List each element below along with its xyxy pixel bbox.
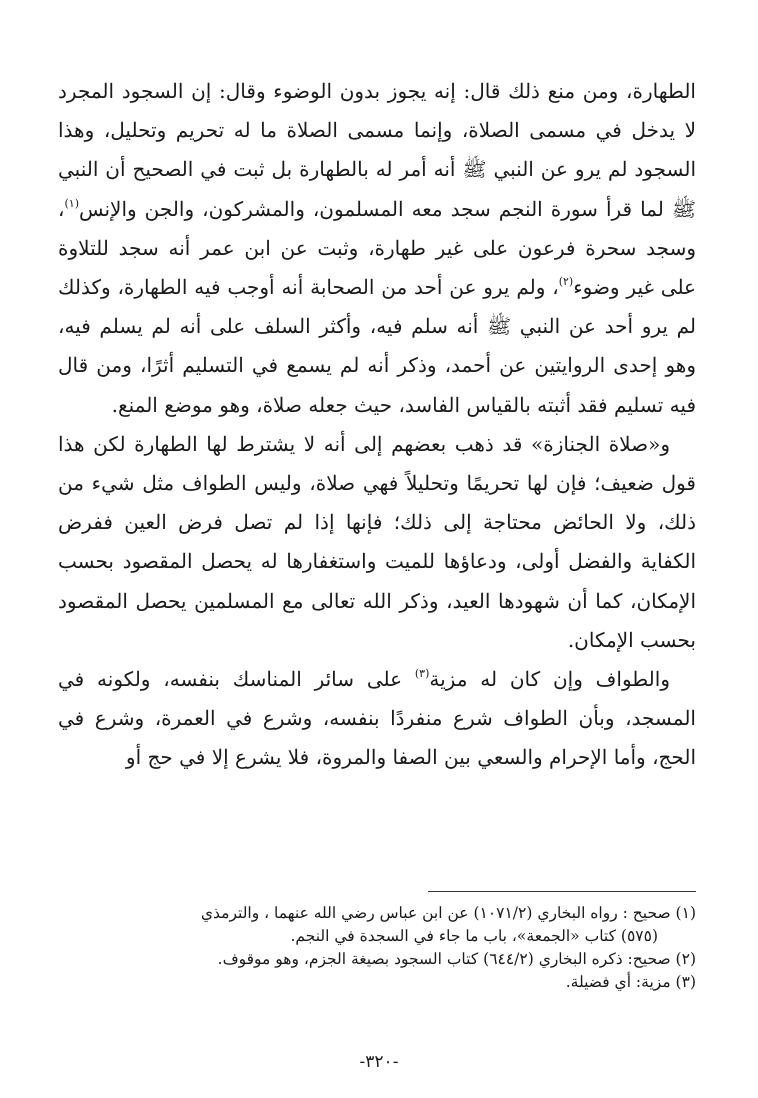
- text-segment: والطواف وإن كان له مزية: [429, 667, 670, 692]
- paragraph-1: [58, 72, 696, 425]
- footnote-ref-3: (٣): [414, 667, 430, 681]
- text-segment: ، وسجد سحرة فرعون على غير طهارة، وثبت عن ابن عمر أنه سجد للتلاوة على غير وضوء: [58, 196, 696, 300]
- text-segment: على سائر المناسك بنفسه، ولكونه في المسجد، وبأن الطواف شرع منفردًا بنفسه، وشرع في العمرة، وشرع في الحج، وأما الإحرام والسعي بين الصفا والمروة، فلا يشرع إلا في حج أو: [58, 667, 696, 770]
- text-segment: ، ولم يرو عن أحد من الصحابة أنه أوجب فيه الطهارة، وكذلك لم يرو أحد عن النبي ﷺ أنه سلم فيه، وأكثر السلف على أنه لم يسلم فيه، وهو إحدى الروايتين عن أحمد، وذكر أنه لم يسمع في التسليم أثرًا، ومن قال فيه تسليم فقد أثبته بالقياس الفاسد، حيث جعله صلاة، وهو موضع المنع.: [58, 275, 696, 417]
- page-number: -٣٢٠-: [359, 1052, 399, 1072]
- footnote-1: (١) صحيح : رواه البخاري (١٠٧١/٢) عن ابن عباس رضي الله عنهما ، والترمذي: [200, 904, 696, 922]
- footnote-1-continuation: (٥٧٥) كتاب «الجمعة»، باب ما جاء في السجدة في النجم.: [290, 927, 658, 945]
- text-segment: الطهارة، ومن منع ذلك قال: إنه يجوز بدون الوضوء وقال: إن السجود المجرد لا يدخل في مسمى الصلاة، وإنما مسمى الصلاة ما له تحريم وتحليل، وهذا السجود لم يرو عن النبي ﷺ أنه أمر له بالطهارة بل ثبت في الصحيح أن النبي ﷺ لما قرأ سورة النجم سجد معه المسلمون، والمشركون، والجن والإنس: [58, 79, 696, 221]
- footnote-3: (٣) مزية: أي فضيلة.: [565, 973, 696, 991]
- footnote-2: (٢) صحيح: ذكره البخاري (٦٤٤/٢) كتاب السجود بصيغة الجزم، وهو موقوف.: [217, 950, 696, 968]
- main-text: [58, 72, 696, 778]
- footnote-separator: [428, 891, 696, 892]
- text-segment: و«صلاة الجنازة» قد ذهب بعضهم إلى أنه لا يشترط لها الطهارة لكن هذا قول ضعيف؛ فإن لها تحريمًا وتحليلاً فهي صلاة، وليس الطواف مثل شيء من ذلك، ولا الحائض محتاجة إلى ذلك؛ فإنها إذا لم تصل فرض العين ففرض الكفاية والفضل أولى، ودعاؤها للميت واستغفارها له يحصل المقصود بحسب الإمكان، كما أن شهودها العيد، وذكر الله تعالى مع المسلمين يحصل المقصود بحسب الإمكان.: [58, 431, 697, 652]
- footnote-ref-1: (١): [64, 196, 79, 210]
- paragraph-3: [58, 660, 696, 778]
- footnote-ref-2: (٢): [558, 275, 574, 289]
- paragraph-2: [58, 425, 696, 660]
- footnotes: [56, 902, 696, 994]
